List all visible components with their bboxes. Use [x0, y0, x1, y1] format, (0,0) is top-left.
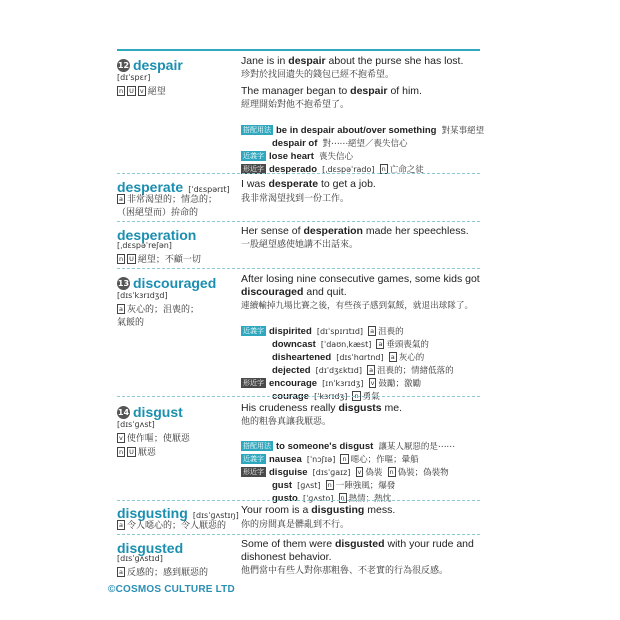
pos-badge: a — [119, 568, 123, 576]
headword: desperation — [117, 227, 197, 243]
pos-badge: n — [119, 87, 124, 95]
synonym-tag: 近義字 — [243, 455, 264, 463]
definition: 反感的；感到厭惡的 — [126, 568, 208, 578]
example-sentence: His crudeness really disgusts me. — [241, 402, 403, 414]
pronunciation: [dɪsˈɡʌstɪd] — [117, 554, 163, 563]
example-sentence: After losing nine consecutive games, some kids got — [241, 273, 480, 285]
collocation-tag: 搭配用法 — [243, 126, 271, 134]
pronunciation: [ˌdɛspəˈreʃən] — [117, 241, 172, 250]
definition: 厭惡 — [137, 448, 156, 458]
example-translation: 他的粗魯真讓我厭惡。 — [241, 417, 332, 427]
entry-number: 13 — [117, 279, 130, 288]
divider — [117, 500, 480, 501]
example-translation: 珍對於找回遺失的錢包已經不抱希望。 — [241, 70, 395, 80]
example-sentence: The manager began to despair of him. — [241, 85, 422, 97]
example-sentence: I was desperate to get a job. — [241, 178, 376, 190]
example-sentence: dishonest behavior. — [241, 551, 332, 563]
synonym-tag: 近義字 — [243, 152, 264, 160]
definition: 氣餒的 — [117, 318, 145, 328]
divider — [117, 221, 480, 222]
entry-number: 12 — [117, 61, 130, 70]
synonym-line: 近義字 lose heart 喪失信心 — [243, 151, 353, 162]
pos-badge: n — [119, 448, 124, 456]
similar-form-line: 形近字 disguise [dɪsˈɡaɪz] v 偽裝 n 偽裝；偽裝物 — [243, 467, 449, 478]
similar-form-tag: 形近字 — [243, 468, 264, 476]
example-translation: 你的房間真是髒亂到不行。 — [241, 520, 350, 530]
similar-form-line: 形近字 encourage [ɪnˈkɜrɪdʒ] v 鼓勵；激勵 — [243, 378, 421, 389]
example-translation: 我非常渴望找到一份工作。 — [241, 194, 350, 204]
definition: 使作嘔；使厭惡 — [126, 434, 190, 444]
pos-badge: a — [119, 195, 123, 203]
entry-desperate — [117, 177, 480, 221]
synonym-line: 近義字 nausea [ˈnɔʃɪə] n 噁心；作嘔；暈船 — [243, 454, 419, 465]
top-rule — [117, 49, 480, 51]
example-translation: 一股絕望感使她講不出話來。 — [241, 240, 359, 250]
similar-form-line: gust [ɡʌst] n 一陣強風；爆發 — [272, 480, 396, 491]
copyright-footer: ©COSMOS CULTURE LTD — [108, 584, 235, 595]
pos-badge: a — [119, 305, 123, 313]
pos-badge: U — [129, 255, 134, 263]
entry-desperation — [117, 225, 480, 267]
entry-disgusting — [117, 503, 480, 533]
headword: despair — [133, 57, 183, 73]
pronunciation: [ˈdɛspərɪt] — [188, 185, 230, 194]
headword: discouraged — [133, 275, 217, 291]
example-translation: 連續輸掉九場比賽之後，有些孩子感到氣餒，就退出球隊了。 — [241, 301, 474, 311]
pronunciation: [dɪsˈkɜrɪdʒd] — [117, 291, 168, 300]
example-sentence: Some of them were disgusted with your rude and — [241, 538, 474, 550]
headword: disgust — [133, 404, 183, 420]
headword: disgusted — [117, 540, 184, 556]
entry-number: 14 — [117, 408, 130, 417]
similar-form-line: 形近字 desperado [ˌdɛspəˈrado] n 亡命之徒 — [243, 164, 424, 175]
divider — [117, 396, 480, 397]
definition: 灰心的；沮喪的； — [126, 305, 199, 315]
similar-form-line: gusto [ˈɡʌsto] n 熱情；熱忱 — [272, 493, 392, 504]
divider — [117, 534, 480, 535]
example-translation: 他們當中有些人對你那粗魯、不老實的行為很反感。 — [241, 566, 449, 576]
example-sentence: Your room is a disgusting mess. — [241, 504, 396, 516]
example-sentence: Her sense of desperation made her speechless. — [241, 225, 469, 237]
entry-discouraged — [117, 273, 480, 402]
pronunciation: [dɪsˈɡʌst] — [117, 420, 155, 429]
definition: 絕望；不顧一切 — [137, 255, 201, 265]
collocation-line: 搭配用法 be in despair about/over something 對某事絕望 — [243, 125, 485, 136]
synonym-tag: 近義字 — [243, 327, 264, 335]
definition: 絕望 — [147, 87, 166, 97]
pos-badge: v — [139, 87, 144, 95]
synonym-line: downcast [ˈdaʊnˌkæst] a 垂頭喪氣的 — [272, 339, 429, 350]
collocation-line: despair of 對⋯⋯絕望／喪失信心 — [272, 138, 408, 149]
synonym-line: dejected [dɪˈdʒɛktɪd] a 沮喪的；情緒低落的 — [272, 365, 454, 376]
example-translation: 經理開始對他不抱希望了。 — [241, 100, 350, 110]
pos-badge: a — [119, 521, 123, 529]
pronunciation: [dɪsˈɡʌstɪŋ] — [192, 511, 239, 520]
similar-form-tag: 形近字 — [243, 379, 264, 387]
definition: 令人噁心的；令人厭惡的 — [126, 521, 226, 531]
synonym-line: disheartened [dɪsˈhɑrtnd] a 灰心的 — [272, 352, 425, 363]
synonym-line: 近義字 dispirited [dɪˈspɪrɪtɪd] a 沮喪的 — [243, 326, 404, 337]
headword: disgusting — [117, 505, 188, 521]
entry-despair — [117, 55, 485, 175]
example-sentence: discouraged and quit. — [241, 286, 347, 298]
divider — [117, 173, 480, 174]
entry-disgusted — [117, 538, 480, 582]
collocation-tag: 搭配用法 — [243, 442, 271, 450]
example-sentence: Jane is in despair about the purse she has lost. — [241, 55, 464, 67]
similar-form-tag: 形近字 — [243, 165, 264, 173]
divider — [117, 268, 480, 269]
definition: 非常渴望的；情急的； — [126, 195, 217, 205]
collocation-line: 搭配用法 to someone's disgust 讓某人厭惡的是⋯⋯ — [243, 441, 455, 452]
pos-badge: v — [119, 434, 123, 442]
definition: （困絕望而）拚命的 — [117, 208, 199, 218]
pos-badge: U — [129, 448, 134, 456]
pos-badge: U — [129, 87, 134, 95]
headword: desperate — [117, 179, 184, 195]
pronunciation: [dɪˈspɛr] — [117, 73, 151, 82]
entry-disgust — [117, 402, 480, 504]
similar-form-line: courage [ˈkɜrɪdʒ] n 勇氣 — [272, 391, 380, 402]
pos-badge: n — [119, 255, 124, 263]
